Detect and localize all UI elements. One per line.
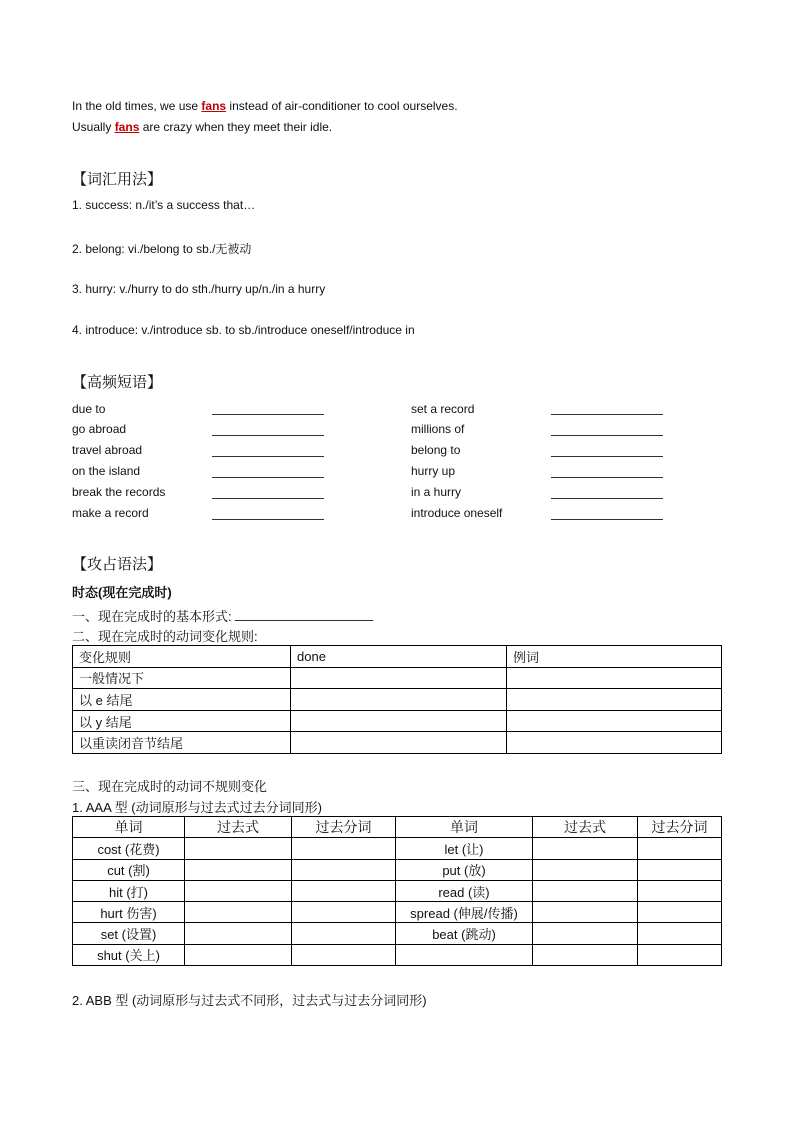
answer-cell[interactable]: [638, 923, 722, 944]
answer-cell[interactable]: [638, 859, 722, 880]
table-row: [73, 880, 722, 901]
answer-blank[interactable]: [212, 498, 324, 499]
phrase-right: in a hurry: [411, 485, 462, 499]
word-cell: hit (打): [73, 880, 185, 901]
answer-cell[interactable]: [507, 732, 722, 754]
answer-blank[interactable]: [551, 456, 663, 457]
answer-cell[interactable]: [507, 667, 722, 689]
rule-cell: 一般情况下: [73, 667, 291, 689]
word-cell: beat (跳动): [396, 923, 533, 944]
table-row: [73, 667, 722, 689]
grammar-heading: 【攻占语法】: [72, 556, 163, 573]
question-2: 二、现在完成时的动词变化规则:: [72, 629, 258, 644]
table-header-cell: 过去分词: [292, 817, 396, 838]
phrase-right: hurry up: [411, 464, 456, 478]
answer-cell[interactable]: [292, 838, 396, 859]
answer-blank[interactable]: [212, 456, 324, 457]
answer-cell[interactable]: [185, 944, 292, 965]
word-cell: cost (花费): [73, 838, 185, 859]
answer-cell[interactable]: [638, 944, 722, 965]
answer-cell[interactable]: [185, 859, 292, 880]
table-header-cell: 变化规则: [73, 646, 291, 668]
highlighted-word: fans: [201, 99, 227, 113]
answer-cell[interactable]: [507, 710, 722, 732]
table-header-cell: 单词: [396, 817, 533, 838]
answer-cell[interactable]: [185, 902, 292, 923]
table-row: [73, 923, 722, 944]
table-header-cell: 过去式: [185, 817, 292, 838]
answer-cell[interactable]: [291, 689, 507, 711]
answer-blank[interactable]: [551, 414, 663, 415]
word-cell: put (放): [396, 859, 533, 880]
table-row: [73, 710, 722, 732]
answer-cell[interactable]: [533, 923, 638, 944]
answer-cell[interactable]: [507, 689, 722, 711]
table-row: [73, 859, 722, 880]
table-header-row: [73, 817, 722, 838]
table-row: [73, 732, 722, 754]
aaa-title: 1. AAA 型 (动词原形与过去式过去分词同形): [72, 800, 322, 815]
answer-cell[interactable]: [533, 944, 638, 965]
word-cell: set (设置): [73, 923, 185, 944]
intro-line-1-start: In the old times, we use: [72, 99, 202, 113]
answer-cell[interactable]: [638, 902, 722, 923]
answer-cell[interactable]: [292, 923, 396, 944]
tense-title: 时态(现在完成时): [72, 585, 172, 600]
intro-line-1: [72, 99, 458, 113]
word-cell: [396, 944, 533, 965]
table-header-row: [73, 646, 722, 668]
answer-blank[interactable]: [235, 608, 373, 621]
phrase-left: due to: [72, 402, 106, 416]
answer-blank[interactable]: [212, 519, 324, 520]
word-cell: cut (割): [73, 859, 185, 880]
phrase-left: travel abroad: [72, 443, 143, 457]
answer-cell[interactable]: [291, 667, 507, 689]
intro-line-2: [72, 120, 332, 134]
question-3: 三、现在完成时的动词不规则变化: [72, 779, 268, 794]
phrases-heading: 【高频短语】: [72, 374, 163, 391]
rule-cell: 以 e 结尾: [73, 689, 291, 711]
phrase-right: millions of: [411, 422, 465, 436]
highlighted-word: fans: [114, 120, 140, 134]
answer-cell[interactable]: [292, 880, 396, 901]
aaa-table: [72, 816, 722, 966]
answer-cell[interactable]: [533, 859, 638, 880]
answer-blank[interactable]: [551, 435, 663, 436]
phrase-right: introduce oneself: [411, 506, 503, 520]
question-1-text: 一、现在完成时的基本形式:: [72, 609, 236, 624]
answer-cell[interactable]: [638, 838, 722, 859]
answer-blank[interactable]: [212, 414, 324, 415]
answer-blank[interactable]: [212, 477, 324, 478]
answer-cell[interactable]: [533, 880, 638, 901]
table-row: [73, 838, 722, 859]
answer-cell[interactable]: [185, 838, 292, 859]
question-1: [72, 606, 373, 625]
table-row: [73, 689, 722, 711]
word-cell: let (让): [396, 838, 533, 859]
answer-cell[interactable]: [292, 944, 396, 965]
table-header-cell: 单词: [73, 817, 185, 838]
rules-table: [72, 645, 722, 754]
answer-cell[interactable]: [185, 923, 292, 944]
rule-cell: 以重读闭音节结尾: [73, 732, 291, 754]
table-row: [73, 902, 722, 923]
table-header-cell: 例词: [507, 646, 722, 668]
table-row: [73, 944, 722, 965]
vocab-item: 3. hurry: v./hurry to do sth./hurry up/n./in a hurry: [72, 282, 326, 296]
answer-blank[interactable]: [212, 435, 324, 436]
word-cell: shut (关上): [73, 944, 185, 965]
phrase-right: set a record: [411, 402, 475, 416]
answer-blank[interactable]: [551, 477, 663, 478]
rule-cell: 以 y 结尾: [73, 710, 291, 732]
table-header-cell: 过去式: [533, 817, 638, 838]
vocab-item: 1. success: n./it’s a success that…: [72, 198, 256, 212]
intro-line-2-end: are crazy when they meet their idle.: [139, 120, 333, 134]
word-cell: read (读): [396, 880, 533, 901]
phrase-left: break the records: [72, 485, 166, 499]
answer-cell[interactable]: [291, 732, 507, 754]
answer-cell[interactable]: [185, 880, 292, 901]
vocab-item: 4. introduce: v./introduce sb. to sb./introduce oneself/introduce in: [72, 323, 415, 337]
answer-cell[interactable]: [292, 902, 396, 923]
table-header-cell: 过去分词: [638, 817, 722, 838]
answer-cell[interactable]: [292, 859, 396, 880]
answer-cell[interactable]: [638, 880, 722, 901]
word-cell: spread (伸展/传播): [396, 902, 533, 923]
vocab-heading: 【词汇用法】: [72, 171, 163, 188]
phrase-left: on the island: [72, 464, 141, 478]
phrase-left: make a record: [72, 506, 149, 520]
word-cell: hurt 伤害): [73, 902, 185, 923]
abb-title: 2. ABB 型 (动词原形与过去式不同形，过去式与过去分词同形): [72, 993, 427, 1008]
phrase-right: belong to: [411, 443, 461, 457]
table-header-cell: done: [291, 646, 507, 668]
phrase-left: go abroad: [72, 422, 127, 436]
answer-cell[interactable]: [533, 902, 638, 923]
vocab-item: 2. belong: vi./belong to sb./无被动: [72, 242, 252, 256]
intro-line-1-end: instead of air-conditioner to cool ourselves.: [226, 99, 458, 113]
answer-blank[interactable]: [551, 498, 663, 499]
intro-line-2-start: Usually: [72, 120, 115, 134]
answer-cell[interactable]: [533, 838, 638, 859]
answer-blank[interactable]: [551, 519, 663, 520]
answer-cell[interactable]: [291, 710, 507, 732]
